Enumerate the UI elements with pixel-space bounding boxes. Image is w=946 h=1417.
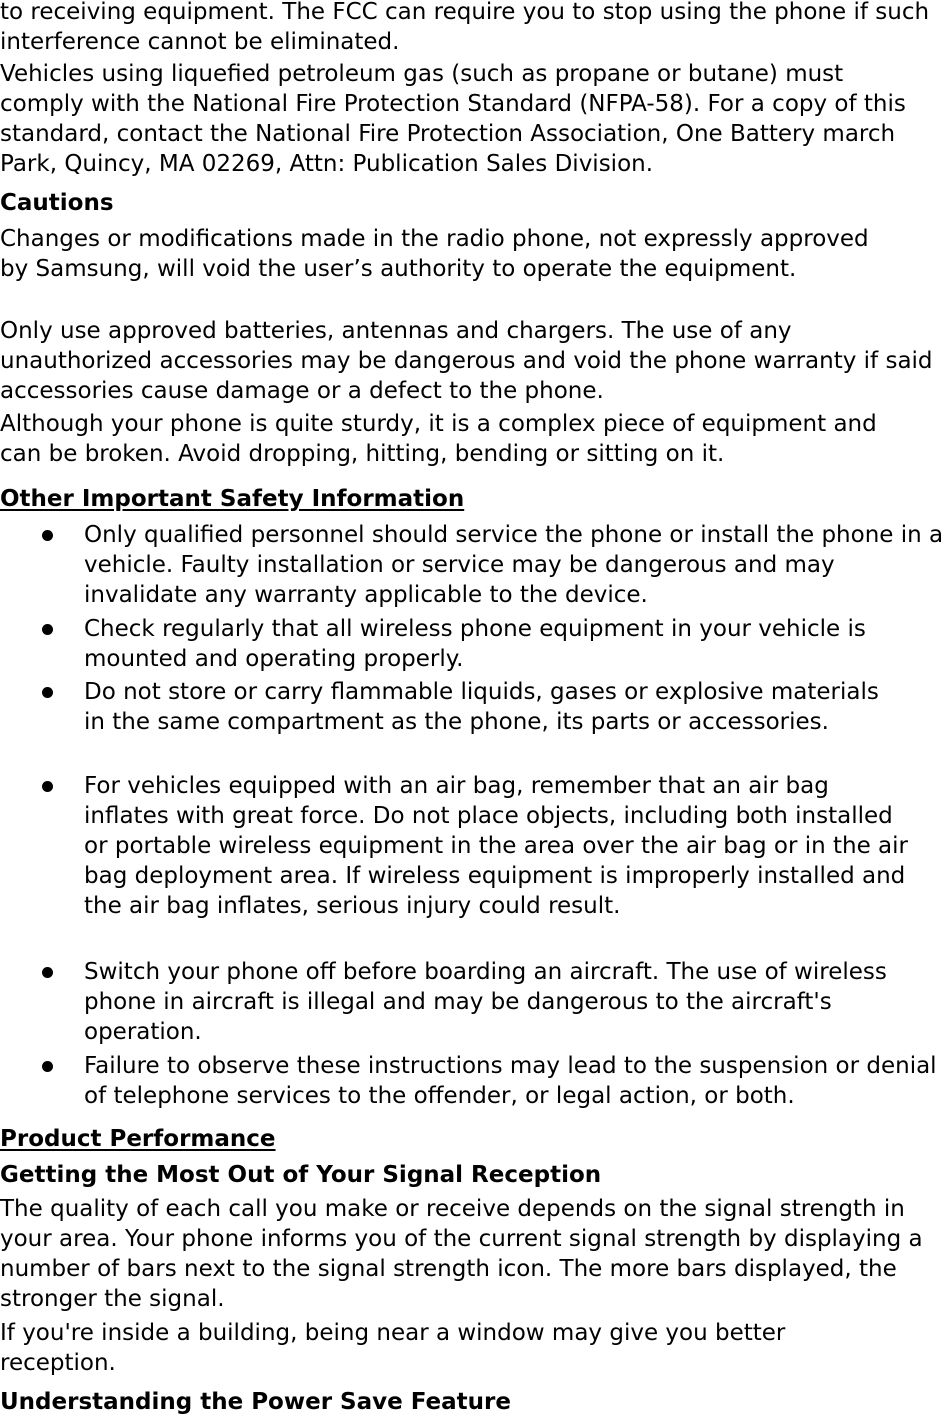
list-item-text: Do not store or carry flammable liquids, gases or explosive materials in the same compartment as the phone, its parts or accessories. xyxy=(84,679,879,735)
list-item-text: Check regularly that all wireless phone equipment in your vehicle is mounted and operating properly. xyxy=(84,616,866,672)
signal-reception-subheading: Getting the Most Out of Your Signal Reception xyxy=(0,1162,602,1188)
cautions-accessories-paragraph: Only use approved batteries, antennas and chargers. The use of any unauthorized accessories may be dangerous and void the phone warranty if said accessories cause damage or a defect to the phone. xyxy=(0,318,933,404)
list-item-text: Failure to observe these instructions may lead to the suspension or denial of telephone services to the offender, or legal action, or both. xyxy=(84,1053,937,1109)
list-item xyxy=(0,1051,946,1111)
signal-strength-paragraph: The quality of each call you make or receive depends on the signal strength in your area. Your phone informs you of the current signal strength by displaying a number of bars next to the signal strength icon. The more bars displayed, the stronger the signal. xyxy=(0,1196,923,1312)
list-item xyxy=(0,520,946,610)
cautions-heading: Cautions xyxy=(0,190,114,216)
list-item xyxy=(0,957,904,1047)
list-item xyxy=(0,614,946,674)
power-save-heading: Understanding the Power Save Feature xyxy=(0,1389,511,1415)
bullet-icon xyxy=(42,687,53,698)
list-item xyxy=(0,771,916,921)
list-item-text: Switch your phone off before boarding an aircraft. The use of wireless phone in aircraft is illegal and may be dangerous to the aircraft's operation. xyxy=(84,959,887,1045)
list-item-text: For vehicles equipped with an air bag, remember that an air bag inflates with great force. Do not place objects, including both installed or portable wireless equipment in the area over the air bag or in the air bag deployment area. If wireless equipment is improperly installed and the air bag inflates, serious injury could result. xyxy=(84,773,908,919)
safety-info-heading: Other Important Safety Information xyxy=(0,486,465,512)
bullet-icon xyxy=(42,967,53,978)
bullet-icon xyxy=(42,530,53,541)
list-item xyxy=(0,677,884,737)
fcc-interference-paragraph: to receiving equipment. The FCC can require you to stop using the phone if such interference cannot be eliminated. xyxy=(0,0,930,55)
bullet-icon xyxy=(42,1061,53,1072)
cautions-modifications-paragraph: Changes or modifications made in the radio phone, not expressly approved by Samsung, will void the user’s authority to operate the equipment. xyxy=(0,226,869,282)
lpg-vehicles-paragraph: Vehicles using liquefied petroleum gas (such as propane or butane) must comply with the National Fire Protection Standard (NFPA-58). For a copy of this standard, contact the National Fire Protection Association, One Battery march Park, Quincy, MA 02269, Attn: Publication Sales Division. xyxy=(0,61,906,177)
list-item-text: Only qualified personnel should service the phone or install the phone in a vehicle. Faulty installation or service may be dangerous and may invalidate any warranty applicable to the device. xyxy=(84,522,944,608)
building-reception-paragraph: If you're inside a building, being near a window may give you better reception. xyxy=(0,1320,786,1376)
cautions-sturdy-paragraph: Although your phone is quite sturdy, it is a complex piece of equipment and can be broken. Avoid dropping, hitting, bending or sitting on it. xyxy=(0,411,877,467)
bullet-icon xyxy=(42,624,53,635)
bullet-icon xyxy=(42,781,53,792)
product-performance-heading: Product Performance xyxy=(0,1126,276,1152)
